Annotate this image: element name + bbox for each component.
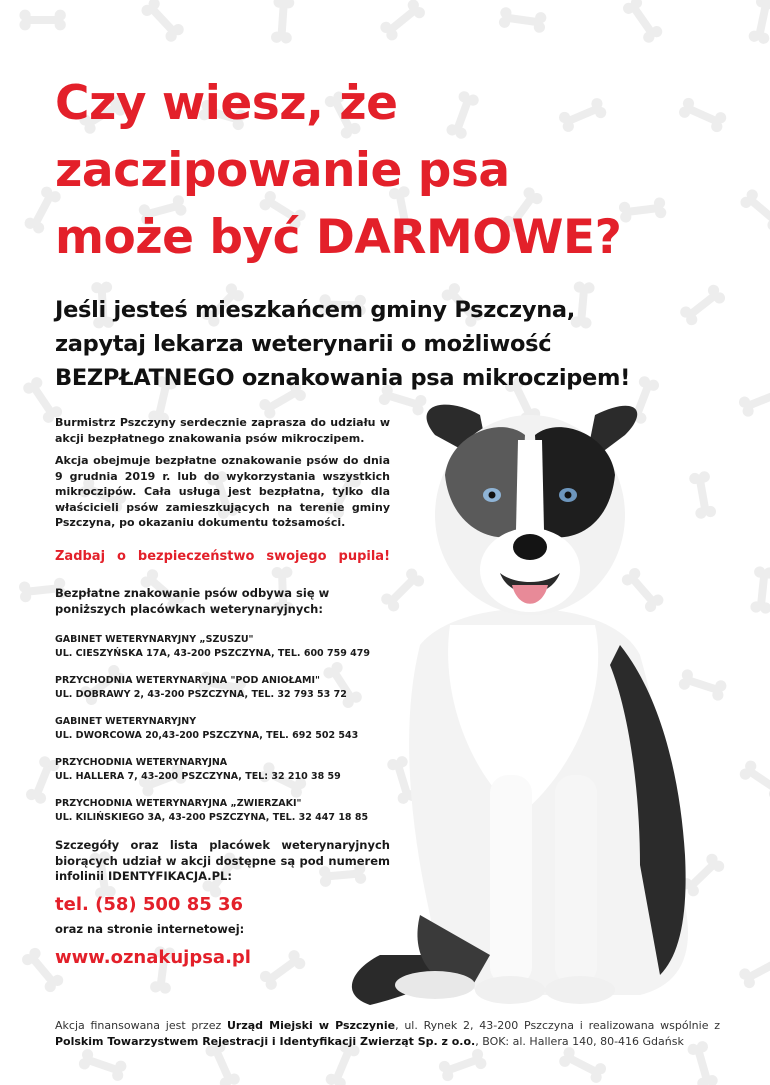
bone-icon [437,1047,488,1082]
headline-line-1: Czy wiesz, że [55,76,398,131]
bone-icon [737,950,770,990]
clinic-entry [55,756,390,784]
details-text: Akcja obejmuje bezpłatne oznakowanie psów do dnia 9 grudnia 2019 r. lub do wykorzystania wszystkich mikroczipów. Cała usługa jest bezpłatna, tylko dla właścicieli psów zamieszkujących na terenie gminy Pszczyna, po okazaniu dokumentu tożsamości. [55,454,390,529]
clinic-name: PRZYCHODNIA WETERYNARYJNA [55,757,228,768]
footer-text [55,1018,720,1050]
phone-number[interactable]: tel. (58) 500 85 36 [55,893,244,915]
bone-icon [271,0,295,44]
footer [55,1018,720,1050]
headline-line-2: zaczipowanie psa [55,143,510,198]
clinic-name: GABINET WETERYNARYJNY „SZUSZU" [55,634,254,645]
headline [55,70,755,271]
bone-icon [77,1048,128,1083]
clinic-entry [55,715,390,743]
website-intro: oraz na stronie internetowej: [55,922,245,936]
clinic-entry [55,633,390,661]
clinic-name: PRZYCHODNIA WETERYNARYJNA "POD ANIOŁAMI" [55,675,320,686]
bone-icon [139,0,186,44]
clinic-address: UL. KILIŃSKIEGO 3A, 43-200 PSZCZYNA, TEL. 32 447 18 85 [55,812,369,823]
bone-icon [378,0,427,43]
clinic-address: UL. DOBRAWY 2, 43-200 PSZCZYNA, TEL. 32 793 53 72 [55,689,347,700]
subheadline-line-2: zapytaj lekarza weterynarii o możliwość [55,331,552,357]
headline-line-3: może być DARMOWE? [55,210,622,265]
clinic-address: UL. CIESZYŃSKA 17A, 43-200 PSZCZYNA, TEL. 600 759 479 [55,648,370,659]
bone-icon [19,10,65,31]
bone-icon [498,6,547,33]
clinic-entry [55,797,390,825]
subheadline-line-1: Jeśli jesteś mieszkańcem gminy Pszczyna, [55,297,576,323]
clinic-entry [55,674,390,702]
clinic-name: GABINET WETERYNARYJNY [55,716,197,727]
intro-text: Burmistrz Pszczyny serdecznie zaprasza do udziału w akcji bezpłatnego znakowania psów mikroczipem. [55,416,390,445]
clinic-address: UL. HALLERA 7, 43-200 PSZCZYNA, TEL: 32 210 38 59 [55,771,341,782]
slogan: Zadbaj o bezpieczeństwo swojego pupila! [55,548,390,564]
dog-photo [340,395,710,1015]
clinic-address: UL. DWORCOWA 20,43-200 PSZCZYNA, TEL. 692 502 543 [55,730,359,741]
infoline-text: Szczegóły oraz lista placówek weterynaryjnych biorących udział w akcji dostępne są pod numerem infolinii IDENTYFIKACJA.PL: [55,838,390,883]
website-link[interactable]: www.oznakujpsa.pl [55,946,251,968]
bone-icon [557,1045,608,1085]
subheadline-line-3: BEZPŁATNEGO oznakowania psa mikroczipem! [55,365,631,391]
clinics-intro: Bezpłatne znakowanie psów odbywa się w poniższych placówkach weterynaryjnych: [55,586,330,616]
clinic-name: PRZYCHODNIA WETERYNARYJNA „ZWIERZAKI" [55,798,302,809]
footer-part-3: , BOK: al. Hallera 140, 80-416 Gdańsk [475,1035,684,1048]
info-column [55,415,390,968]
bone-icon [748,0,770,45]
bone-icon [738,758,770,801]
bone-icon [750,566,770,614]
footer-part-2: , ul. Rynek 2, 43-200 Pszczyna i realizowana wspólnie z [395,1019,721,1032]
footer-part-1: Akcja finansowana jest przez [55,1019,227,1032]
footer-org-2: Polskim Towarzystwem Rejestracji i Identyfikacji Zwierząt Sp. z o.o. [55,1035,476,1048]
bone-icon [621,0,665,45]
subheadline [55,293,755,395]
footer-org-1: Urząd Miejski w Pszczynie [227,1019,396,1032]
